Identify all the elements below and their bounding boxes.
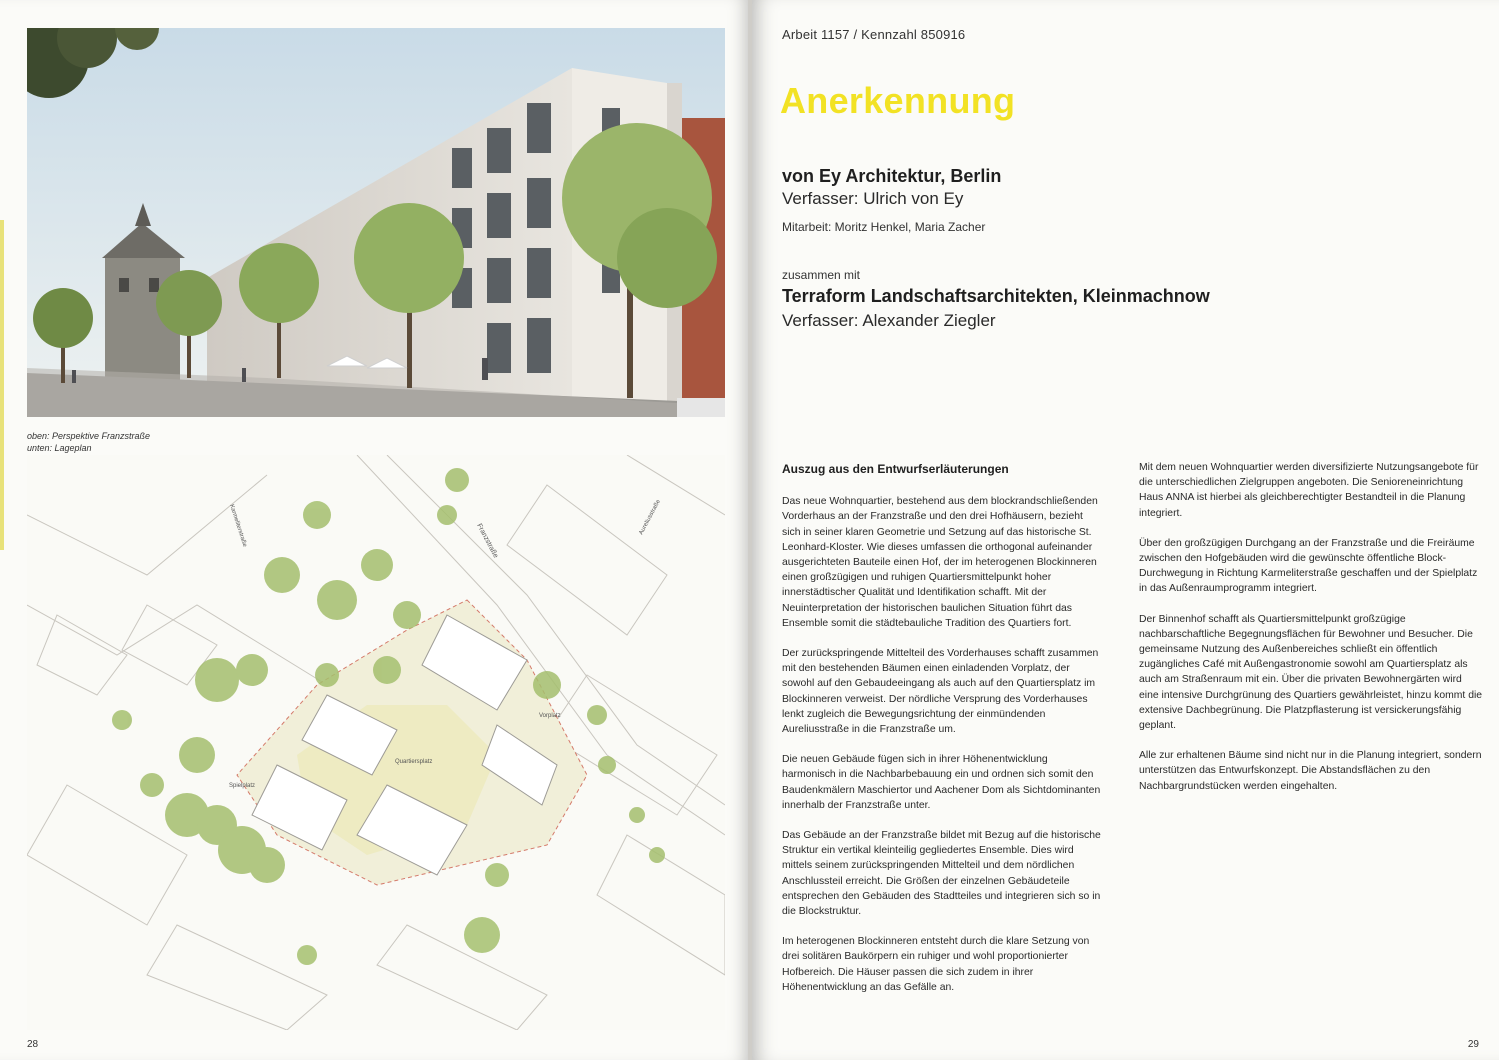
paragraph: Das Gebäude an der Franzstraße bildet mit Bezug auf die historische Struktur ein vertikal kleinteilig gegliedertes Ensemble. Dies wird mittels seinem zurückspringenden Mittelteil und dem nördlichen Anschlussteil erreicht. Die Größen der einzelnen Gebäudeteile entsprechen den Gebäuden des Stadtteiles und integrieren sich so in die Blockstruktur. xyxy=(782,830,1101,918)
left-page xyxy=(0,0,748,1060)
firm2-name: Terraform Landschaftsarchitekten, Kleinmachnow xyxy=(782,286,1210,306)
right-page xyxy=(752,0,1499,1060)
plan-label-street-top: Franzstraße xyxy=(475,522,500,560)
paragraph: Im heterogenen Blockinneren entsteht durch die klare Setzung von drei solitären Baukörpern ein ruhiger und wohl proportionierter Hofbereich. Die Häuser passen die sich zudem in ihrer Höhenentwicklung an das Gefälle an. xyxy=(782,936,1090,993)
text-column-1 xyxy=(782,462,1102,1010)
paragraph: Das neue Wohnquartier, bestehend aus dem blockrandschließenden Vorderhaus an der Franzstraße und den drei Hofhäusern, bezieht sich in seiner klaren Geometrie und Setzung auf das historische St. Leonhard-Kloster. Wie dieses umfassen die orthogonal aufeinander ausgerichteten Bauteile einen Hof, der im heterogenen Blockinneren einen großzügigen und ruhigen Quartiersmittelpunkt hoher innerstädtischer Qualität und Identifikation schafft. Mit der Neuinterpretation der historischen baulichen Situation führt das Ensemble somit die städtebauliche Tradition des Quartiers fort. xyxy=(782,496,1098,629)
firm2-author: Verfasser: Alexander Ziegler xyxy=(782,311,996,330)
page-number-left: 28 xyxy=(27,1039,39,1050)
caption-line-bottom: unten: Lageplan xyxy=(27,443,92,453)
text-column-2 xyxy=(1139,460,1484,809)
paragraph: Die neuen Gebäude fügen sich in ihrer Höhenentwicklung harmonisch in die Nachbarbebauung ein und ordnen sich somit den Baudenkmälern Maschiertor und Aachener Dom als Sichtdominanten innerhalb der Franzstraße unter. xyxy=(782,754,1101,811)
firm1-author: Verfasser: Ulrich von Ey xyxy=(782,189,964,208)
plan-label-playground: Spielplatz xyxy=(229,783,256,789)
entry-header: Arbeit 1157 / Kennzahl 850916 xyxy=(782,27,966,42)
figure-caption xyxy=(27,430,150,454)
award-title: Anerkennung xyxy=(780,80,1016,121)
page-edge-marker xyxy=(0,220,4,550)
perspective-rendering xyxy=(27,28,725,417)
joint-label: zusammen mit xyxy=(782,268,861,282)
plan-label-square: Quartiersplatz xyxy=(395,759,433,765)
paragraph: Alle zur erhaltenen Bäume sind nicht nur in die Planung integriert, sondern unterstützen das Entwurfskonzept. Die Abstandsflächen zu den Nachbargrundstücken werden eingehalten. xyxy=(1139,750,1482,792)
paragraph: Mit dem neuen Wohnquartier werden diversifizierte Nutzungsangebote für die unterschiedlichen Zielgruppen angeboten. Die Senioreneinrichtung Haus ANNA ist hierbei als gleichberechtigter Bestandteil in die Planung integriert. xyxy=(1139,462,1479,519)
page-number-right: 29 xyxy=(1467,1039,1479,1050)
paragraph: Über den großzügigen Durchgang an der Franzstraße und die Freiräume zwischen den Hofgebäuden wird die gewünschte öffentliche Block-Durchwegung in Richtung Karmeliterstraße geschaffen und der Spielplatz in das Außenraumprogramm integriert. xyxy=(1139,537,1478,595)
firm1-staff: Mitarbeit: Moritz Henkel, Maria Zacher xyxy=(782,220,986,234)
plan-label-street-right: Aureliusstraße xyxy=(638,498,662,536)
plan-label-forecourt: Vorplatz xyxy=(539,713,561,719)
caption-line-top: oben: Perspektive Franzstraße xyxy=(27,431,151,441)
firm1-name: von Ey Architektur, Berlin xyxy=(782,166,1002,186)
section-heading: Auszug aus den Entwurfserläuterungen xyxy=(782,462,1009,476)
paragraph: Der zurückspringende Mittelteil des Vorderhauses schafft zusammen mit den bestehenden Bäumen einen einladenden Vorplatz, der sowohl auf den Gebaudeeingang als auch auf den Quartiersplatz im Blockinneren verweist. Der nördliche Versprung des Vorderhauses lenkt zugleich die Bewegungsrichtung der einmündenden Aureliusstraße in die Franzstraße um. xyxy=(782,648,1099,736)
site-plan xyxy=(27,455,725,1030)
plan-label-street-left: Karmeliterstraße xyxy=(228,503,248,548)
paragraph: Der Binnenhof schafft als Quartiersmittelpunkt großzügige nachbarschaftliche Begegnungsflächen für Bewohner und Besucher. Die gemeinsame Nutzung des Außenbereiches schließt ein öffentlich zugängliches Café mit Außengastronomie sowohl am Quartiersplatz als auch am Straßenraum mit ein. Über die privaten Bewohnergärten wird eine intensive Durchgrünung des Quartiers gewährleistet, hinzu kommt die extensive Dachbegrünung. Die Platzpflasterung ist versickerungsfähig geplant. xyxy=(1139,613,1483,732)
